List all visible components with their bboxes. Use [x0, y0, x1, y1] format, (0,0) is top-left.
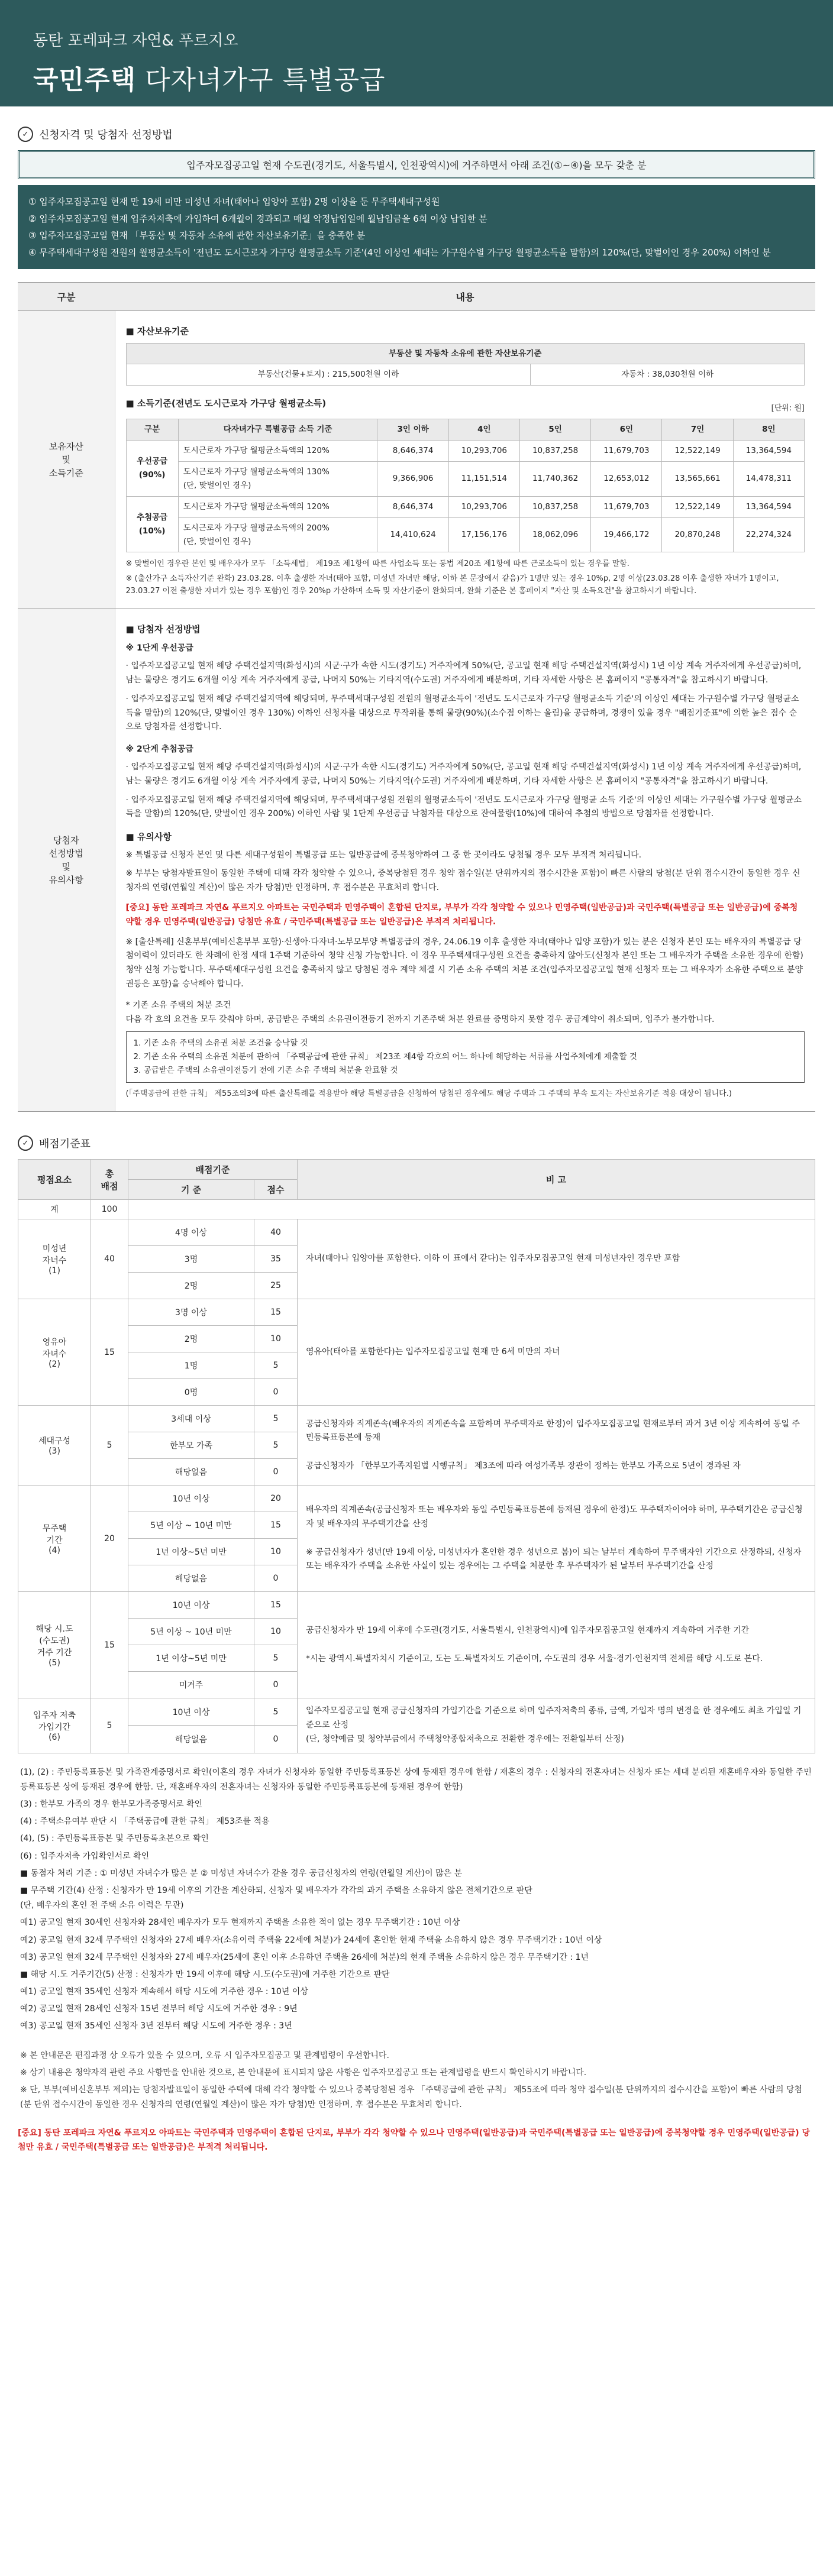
score-factor: 영유아 자녀수 (2): [18, 1299, 91, 1406]
income-value: 20,870,248: [662, 517, 733, 552]
score-basis: 10년 이상: [128, 1698, 254, 1726]
score-basis: 해당없음: [128, 1459, 254, 1486]
footnote: 예1) 공고일 현재 30세인 신청자와 28세인 배우자가 모두 현재까지 주택을 소유한 적이 없는 경우 무주택기간 : 10년 이상: [20, 1918, 460, 1928]
dispose-conditions-box: [126, 1031, 805, 1083]
score-basis: 한부모 가족: [128, 1432, 254, 1459]
score-h-total: 총 배점: [91, 1160, 128, 1200]
score-basis: 해당없음: [128, 1726, 254, 1753]
paragraph: · 입주자모집공고일 현재 해당 주택건설지역에 해당되며, 무주택세대구성원 전원의 월평균소득이 '전년도 도시근로자 가구당 월평균 소득 기준'의 이상인 세대는 가구원수별 가구당 월평균소득을 말함)의 120%(단, 맞벌이인 경우 200%) 이하인 사람 및 1단계 우선공급 낙첨자를 대상으로 잔여물량(10%)에 대하여 추첨의 방법으로 당첨자를 선정합니다.: [125, 795, 802, 819]
score-group-total: 15: [91, 1592, 128, 1698]
score-basis: 해당없음: [128, 1565, 254, 1592]
section-eligibility-title: ✓ 신청자격 및 당첨자 선정방법: [18, 127, 815, 142]
income-value: 11,679,703: [591, 440, 662, 461]
stage2-title: ※ 2단계 추첨공급: [125, 745, 193, 755]
bottom-note: ※ 본 안내문은 편집과정 상 오류가 있을 수 있으며, 오류 시 입주자모집공고 및 관계법령이 우선합니다.: [20, 2050, 389, 2060]
th-category: 구분: [18, 283, 115, 311]
income-value: 11,151,514: [448, 461, 519, 496]
asset-table: 부동산 및 자동차 소유에 관한 자산보유기준 부동산(건물+토지) : 215,500천원 이하 자동차 : 38,030천원 이하: [126, 343, 805, 386]
income-header-cell: 다자녀가구 특별공급 소득 기준: [178, 419, 377, 440]
requirement-item: ① 입주자모집공고일 현재 만 19세 미만 미성년 자녀(태아나 입양아 포함) 2명 이상을 둔 무주택세대구성원: [28, 196, 440, 207]
score-h-basis: 기 준: [128, 1180, 254, 1200]
footnote: (3) : 한부모 가족의 경우 한부모가족증명서로 확인: [20, 1800, 203, 1810]
dispose-item: 3. 공급받은 주택의 소유권이전등기 전에 기존 소유 주택의 처분을 완료할 것: [133, 1066, 398, 1076]
paragraph: · 입주자모집공고일 현재 해당 주택건설지역(화성시)의 시군·구가 속한 시도(경기도) 거주자에게 50%(단, 공고일 현재 해당 주택건설지역(화성시) 1년 이상 계속 거주자에게 우선공급)하며, 남는 물량은 경기도 6개월 이상 계속 거주자에게 공급, 나머지 50%는 기타지역(수도권) 거주자에게 배분하며, 기타 자세한 사항은 본 홈페이지 "공통자격"을 참고하시기 바랍니다.: [125, 661, 802, 685]
score-basis: 1년 이상~5년 미만: [128, 1645, 254, 1672]
score-points: 5: [254, 1698, 298, 1726]
score-total-points: 100: [91, 1200, 128, 1219]
th-content: 내용: [115, 283, 815, 311]
income-value: 17,156,176: [448, 517, 519, 552]
income-value: 12,653,012: [591, 461, 662, 496]
header-subtitle: 동탄 포레파크 자연& 푸르지오: [33, 32, 238, 50]
score-basis: 3세대 이상: [128, 1406, 254, 1432]
score-remark: 공급신청자와 직계존속(배우자의 직계존속을 포함하며 무주택자로 한정)이 입주자모집공고일 현재로부터 과거 3년 이상 계속하여 동일 주민등록표등본에 등재 공급신청자가 「한부모가족지원법 시행규칙」 제3조에 따라 여성가족부 장관이 정하는 한부모 가족으로 5년이 경과된 자: [298, 1406, 815, 1486]
income-value: 11,679,703: [591, 496, 662, 517]
score-points: 10: [254, 1619, 298, 1645]
income-value: 11,740,362: [519, 461, 590, 496]
score-factor: 미성년 자녀수 (1): [18, 1219, 91, 1299]
score-points: 0: [254, 1379, 298, 1406]
income-value: 13,565,661: [662, 461, 733, 496]
income-header-cell: 3인 이하: [377, 419, 448, 440]
score-remark: 공급신청자가 만 19세 이후에 수도권(경기도, 서울특별시, 인천광역시)에 입주자모집공고일 현재까지 계속하여 거주한 기간 *시는 광역시.특별자치시 기준이고, 도는 도.특별자치도 기준이며, 수도권의 경우 서울·경기·인천지역 전체를 해당 시.도로 본다.: [298, 1592, 815, 1698]
score-points: 0: [254, 1459, 298, 1486]
footnote: ■ 무주택 기간(4) 산정 : 신청자가 만 19세 이후의 기간을 계산하되, 신청자 및 배우자가 각각의 과거 주택을 소유하지 않은 전체기간으로 판단 (단, 배우자의 혼인 전 주택 소유 이력은 무관): [20, 1885, 532, 1911]
bottom-note: ※ 단, 부부(예비신혼부부 제외)는 당첨자발표일이 동일한 주택에 대해 각각 청약할 수 있으나 중복당첨된 경우 「주택공급에 관한 규칙」 제55조에 따라 청약 접수일(분 단위까지의 접수시간을 포함)이 빠른 사람의 당첨(분 단위 접수시간이 동일한 경우 신청자의 연령(연월일 계산)이 많은 자가 당첨)만 인정하며, 후 접수분은 무효처리 합니다.: [20, 2085, 803, 2110]
score-points: 10: [254, 1539, 298, 1565]
score-remark: 영유아(태아를 포함한다)는 입주자모집공고일 현재 만 6세 미만의 자녀: [298, 1299, 815, 1406]
score-points: 5: [254, 1432, 298, 1459]
income-header-cell: 6인: [591, 419, 662, 440]
score-points: 5: [254, 1406, 298, 1432]
score-factor: 입주자 저축 가입기간 (6): [18, 1698, 91, 1753]
eligibility-banner: 입주자모집공고일 현재 수도권(경기도, 서울특별시, 인천광역시)에 거주하면서 아래 조건(①~④)을 모두 갖춘 분: [18, 150, 815, 179]
score-basis: 3명 이상: [128, 1299, 254, 1326]
requirement-item: ③ 입주자모집공고일 현재 「부동산 및 자동차 소유에 관한 자산보유기준」을 충족한 분: [28, 230, 366, 241]
score-h-points: 점수: [254, 1180, 298, 1200]
income-value: 14,478,311: [733, 461, 804, 496]
red-notice: [중요] 동탄 포레파크 자연& 푸르지오 아파트는 국민주택과 민영주택이 혼합된 단지로, 부부가 각각 청약할 수 있으나 민영주택(일반공급)과 국민주택(특별공급 또는 일반공급)에 중복청약할 경우 민영주택(일반공급) 당첨만 유효 / 국민주택(특별공급 또는 일반공급)은 부적격 처리됩니다.: [125, 902, 798, 927]
row-selection-label: 당첨자 선정방법 및 유의사항: [18, 609, 115, 1111]
income-value: 13,364,594: [733, 440, 804, 461]
income-group: 추첨공급 (10%): [126, 496, 178, 552]
paragraph: · 입주자모집공고일 현재 해당 주택건설지역(화성시)의 시군·구가 속한 시도(경기도) 거주자에게 50%(단, 공고일 현재 해당 주택건설지역(화성시) 1년 이상 계속 거주자에게 우선공급)하며, 남는 물량은 경기도 6개월 이상 계속 거주자에게 공급, 나머지 50%는 기타지역(수도권) 거주자에게 배분하며, 기타 자세한 사항은 본 홈페이지 "공통자격"을 참고하시기 바랍니다.: [125, 762, 802, 786]
requirement-item: ② 입주자모집공고일 현재 입주자저축에 가입하여 6개월이 경과되고 매월 약정납입일에 월납입금을 6회 이상 납입한 분: [28, 213, 487, 224]
score-basis: 4명 이상: [128, 1219, 254, 1246]
page-title: [33, 59, 800, 96]
check-circle-icon: ✓: [18, 1135, 33, 1151]
score-points: 15: [254, 1512, 298, 1539]
income-value: 13,364,594: [733, 496, 804, 517]
title-rest: 다자녀가구 특별공급: [136, 65, 386, 95]
footnote: (4) : 주택소유여부 판단 시 「주택공급에 관한 규칙」 제53조를 적용: [20, 1817, 270, 1827]
dispose-tail: (「주택공급에 관한 규칙」 제55조의3에 따른 출산특례를 적용받아 해당 특별공급을 신청하여 당첨된 경우에도 해당 주택과 그 주택의 부속 토지는 자산보유기준 적용 대상이 됩니다.): [125, 1089, 732, 1099]
score-remark: 배우자의 직계존속(공급신청자 또는 배우자와 동일 주민등록표등본에 등재된 경우에 한정)도 무주택자이어야 하며, 무주택기간은 공급신청자 및 배우자의 무주택기간을 산정 ※ 공급신청자가 성년(만 19세 이상, 미성년자가 혼인한 경우 성년으로 봄)이 되는 날부터 계속하여 무주택자인 기간으로 산정하되, 신청자 또는 배우자가 주택을 소유한 사실이 있는 경우에는 그 주택을 처분한 후 무주택자가 된 날부터 무주택기간을 산정: [298, 1486, 815, 1592]
footnote: (4), (5) : 주민등록표등본 및 주민등록초본으로 확인: [20, 1834, 209, 1844]
footnote: 예1) 공고일 현재 35세인 신청자 계속해서 해당 시도에 거주한 경우 : 10년 이상: [20, 1987, 308, 1997]
score-points: 15: [254, 1299, 298, 1326]
income-table: [126, 419, 805, 553]
dispose-head: * 기존 소유 주택의 처분 조건 다음 각 호의 요건을 모두 갖춰야 하며, 공급받은 주택의 소유권이전등기 전까지 기존주택 처분 완료를 증명하지 못할 경우 공급계약이 취소되며, 입주가 불가합니다.: [125, 1000, 715, 1024]
criteria-table: [18, 282, 815, 1112]
asset-title: ■ 자산보유기준: [125, 326, 189, 336]
dispose-item: 2. 기존 소유 주택의 소유권 처분에 관하여 「주택공급에 관한 규칙」 제23조 제4항 각호의 어느 하나에 해당하는 서류를 사업주체에게 제출할 것: [133, 1052, 637, 1062]
income-group: 우선공급 (90%): [126, 440, 178, 496]
unit-label: [단위: 원]: [771, 403, 805, 413]
income-title: ■ 소득기준(전년도 도시근로자 가구당 월평균소득): [125, 398, 327, 409]
income-value: 9,366,906: [377, 461, 448, 496]
score-group-total: 5: [91, 1698, 128, 1753]
income-value: 14,410,624: [377, 517, 448, 552]
income-value: 10,293,706: [448, 440, 519, 461]
score-points: 0: [254, 1726, 298, 1753]
section-score-title: ✓ 배점기준표: [18, 1135, 815, 1151]
selection-title: ■ 당첨자 선정방법: [125, 623, 201, 635]
score-total-label: 계: [18, 1200, 91, 1219]
income-desc: 도시근로자 가구당 월평균소득액의 120%: [178, 440, 377, 461]
income-value: 10,837,258: [519, 496, 590, 517]
paragraph: ※ 특별공급 신청자 본인 및 다른 세대구성원이 특별공급 또는 일반공급에 중복청약하여 그 중 한 곳이라도 당첨될 경우 모두 부적격 처리됩니다.: [125, 850, 642, 860]
footnote: (6) : 입주자저축 가입확인서로 확인: [20, 1851, 150, 1861]
footnote: 예2) 공고일 현재 28세인 신청자 15년 전부터 해당 시도에 거주한 경우 : 9년: [20, 2004, 298, 2014]
score-basis: 5년 이상 ~ 10년 미만: [128, 1512, 254, 1539]
footnote: (1), (2) : 주민등록표등본 및 가족관계증명서로 확인(이혼의 경우 자녀가 신청자와 동일한 주민등록표등본 상에 등재된 경우에 한함 / 재혼의 경우 : 신청자의 전혼자녀는 신청자 또는 세대 분리된 재혼배우자와 동일한 주민등록표등본 상에 등재된 경우에 한함. 단, 재혼배우자의 전혼자녀는 신청자와 동일한 주민등록표등본에 등재된 경우에 한함): [20, 1767, 812, 1792]
score-basis: 미거주: [128, 1672, 254, 1698]
score-basis: 5년 이상 ~ 10년 미만: [128, 1619, 254, 1645]
score-points: 40: [254, 1219, 298, 1246]
score-table: [18, 1159, 815, 1753]
score-basis: 1년 이상~5년 미만: [128, 1539, 254, 1565]
footnote: ■ 동점자 처리 기준 : ① 미성년 자녀수가 많은 분 ② 미성년 자녀수가 같을 경우 공급신청자의 연령(연월일 계산)이 많은 분: [20, 1868, 463, 1878]
income-value: 10,293,706: [448, 496, 519, 517]
score-basis: 2명: [128, 1326, 254, 1352]
footnote: 예3) 공고일 현재 35세인 신청자 3년 전부터 해당 시도에 거주한 경우 : 3년: [20, 2021, 292, 2031]
score-points: 0: [254, 1565, 298, 1592]
score-h-factor: 평점요소: [18, 1160, 91, 1200]
score-basis: 3명: [128, 1246, 254, 1273]
score-group-total: 40: [91, 1219, 128, 1299]
score-points: 15: [254, 1592, 298, 1619]
income-note: ※ 맞벌이인 경우란 본인 및 배우자가 모두 「소득세법」 제19조 제1항에 따른 사업소득 또는 동법 제20조 제1항에 따른 근로소득이 있는 경우를 말함.: [125, 559, 629, 569]
income-desc: 도시근로자 가구당 월평균소득액의 120%: [178, 496, 377, 517]
income-value: 19,466,172: [591, 517, 662, 552]
score-remark: 입주자모집공고일 현재 공급신청자의 가입기간을 기준으로 하며 입주자저축의 종류, 금액, 가입자 명의 변경을 한 경우에도 최초 가입일 기준으로 산정 (단, 청약예금 및 청약부금에서 주택청약종합저축으로 전환한 경우에는 전환일부터 산정): [298, 1698, 815, 1753]
income-value: 18,062,096: [519, 517, 590, 552]
check-circle-icon: ✓: [18, 127, 33, 142]
income-desc: 도시근로자 가구당 월평균소득액의 130% (단, 맞벌이인 경우): [178, 461, 377, 496]
footnote: 예2) 공고일 현재 32세 무주택인 신청자와 27세 배우자(소유이력 주택을 22세에 처분)가 24세에 혼인한 현재 주택을 소유하지 않은 경우 무주택기간 : 10년 이상: [20, 1935, 602, 1945]
income-value: 12,522,149: [662, 440, 733, 461]
income-header-cell: 구분: [126, 419, 178, 440]
bottom-notes: [18, 2048, 815, 2125]
score-basis: 10년 이상: [128, 1486, 254, 1512]
score-points: 0: [254, 1672, 298, 1698]
score-points: 5: [254, 1645, 298, 1672]
score-h-criteria: 배점기준: [128, 1160, 298, 1180]
score-points: 10: [254, 1326, 298, 1352]
income-header-cell: 5인: [519, 419, 590, 440]
footnote: 예3) 공고일 현재 32세 무주택인 신청자와 27세 배우자(25세에 혼인 이후 소유하던 주택을 26세에 처분)의 현재 주택을 소유하지 않은 경우 무주택기간 : 1년: [20, 1952, 589, 1962]
requirements-box: [18, 185, 815, 269]
caution-title: ■ 유의사항: [125, 831, 172, 843]
score-points: 5: [254, 1352, 298, 1379]
page-header: [0, 0, 833, 106]
score-basis: 2명: [128, 1273, 254, 1299]
score-h-remark: 비 고: [298, 1160, 815, 1200]
row-asset-income-label: 보유자산 및 소득기준: [18, 311, 115, 609]
score-factor: 무주택 기간 (4): [18, 1486, 91, 1592]
score-group-total: 15: [91, 1299, 128, 1406]
income-desc: 도시근로자 가구당 월평균소득액의 200% (단, 맞벌이인 경우): [178, 517, 377, 552]
income-value: 12,522,149: [662, 496, 733, 517]
paragraph: · 입주자모집공고일 현재 해당 주택건설지역에 해당되며, 무주택세대구성원 전원의 월평균소득이 '전년도 도시근로자 가구당 월평균소득 기준'의 이상인 세대는 가구원수별 가구당 월평균소득을 말함)의 120%(단, 맞벌이인 경우 130%) 이하인 신청자를 대상으로 무작위를 통해 물량(90%)(소수점 이하는 올림)을 공급하며, 경쟁이 있을 경우 "배점기준표"에 의한 높은 점수 순으로 당첨자를 선정합니다.: [125, 694, 799, 732]
score-group-total: 5: [91, 1406, 128, 1486]
score-factor: 해당 시.도 (수도권) 거주 기간 (5): [18, 1592, 91, 1698]
birth-special-note: ※ [출산특례] 신혼부부(예비신혼부부 포함)·신생아·다자녀·노부모부양 특별공급의 경우, 24.06.19 이후 출생한 자녀(태아나 입양 포함)가 있는 분은 신청자 본인 또는 배우자의 특별공급 당첨이력이 있더라도 한 차례에 한정 세대 1주택 기준하여 청약 신청 가능합니다. 이 경우 무주택세대구성원 요건을 충족하지 않아도(신청자 본인 또는 그 배우자가 주택을 소유한 경우에 한함) 청약 신청 가능합니다. 무주택세대구성원 요건을 충족하지 않고 당첨된 경우 계약 체결 시 기존 소유 주택의 처분 조건(입주자모집공고일 현재 신청자 또는 그 배우자가 소유한 주택으로 분양권등은 포함)을 승낙해야 합니다.: [125, 937, 803, 989]
score-points: 25: [254, 1273, 298, 1299]
income-header-cell: 7인: [662, 419, 733, 440]
income-note: ※ (출산가구 소득자산기준 완화) 23.03.28. 이후 출생한 자녀(태아 포함, 미성년 자녀만 해당, 이하 본 문장에서 같음)가 1명만 있는 경우 10%p, 2명 이상(23.03.28 이후 출생한 자녀가 1명이고, 23.03.27 이전 출생한 자녀가 있는 경우 포함)인 경우 20%p 가산하며 소득 및 자산기준이 완화되며, 완화 기준은 본 홈페이지 "자산 및 소득요건"을 참고하시기 바랍니다.: [125, 574, 779, 596]
income-value: 10,837,258: [519, 440, 590, 461]
paragraph: ※ 부부는 당첨자발표일이 동일한 주택에 대해 각각 청약할 수 있으나, 중복당첨된 경우 청약 접수일(분 단위까지의 접수시간을 포함)이 빠른 사람의 당첨(분 단위 접수시간이 동일한 경우 신청자의 연령(연월일 계산)이 많은 자가 당첨)만 인정하며, 후 접수분은 무효처리 합니다.: [125, 869, 800, 893]
bottom-note: ※ 상기 내용은 청약자격 관련 주요 사항만을 안내한 것으로, 본 안내문에 표시되지 않은 사항은 입주자모집공고 또는 관계법령을 반드시 확인하시기 바랍니다.: [20, 2067, 587, 2077]
requirement-item: ④ 무주택세대구성원 전원의 월평균소득이 '전년도 도시근로자 가구당 월평균소득 기준'(4인 이상인 세대는 가구원수별 가구당 월평균소득을 말함)의 120%(단, 맞벌이인 경우 200%) 이하인 분: [28, 247, 771, 258]
score-remark: 자녀(태아나 입양아를 포함한다. 이하 이 표에서 같다)는 입주자모집공고일 현재 미성년자인 경우만 포함: [298, 1219, 815, 1299]
score-basis: 0명: [128, 1379, 254, 1406]
stage1-title: ※ 1단계 우선공급: [125, 643, 193, 653]
score-basis: 1명: [128, 1352, 254, 1379]
score-points: 20: [254, 1486, 298, 1512]
income-value: 8,646,374: [377, 440, 448, 461]
score-points: 35: [254, 1246, 298, 1273]
dispose-item: 1. 기존 소유 주택의 소유권 처분 조건을 승낙할 것: [133, 1038, 308, 1048]
score-group-total: 20: [91, 1486, 128, 1592]
score-basis: 10년 이상: [128, 1592, 254, 1619]
income-value: 22,274,324: [733, 517, 804, 552]
score-factor: 세대구성 (3): [18, 1406, 91, 1486]
income-value: 8,646,374: [377, 496, 448, 517]
income-header-cell: 4인: [448, 419, 519, 440]
title-main: 국민주택: [33, 65, 137, 95]
bottom-red-notice: [중요] 동탄 포레파크 자연& 푸르지오 아파트는 국민주택과 민영주택이 혼합된 단지로, 부부가 각각 청약할 수 있으나 민영주택(일반공급)과 국민주택(특별공급 또는 일반공급)에 중복청약할 경우 민영주택(일반공급) 당첨만 유효 / 국민주택(특별공급 또는 일반공급)은 부적격 처리됩니다.: [18, 2128, 811, 2153]
income-header-cell: 8인: [733, 419, 804, 440]
footnotes: [18, 1753, 815, 2046]
footnote: ■ 해당 시.도 거주기간(5) 산정 : 신청자가 만 19세 이후에 해당 시.도(수도권)에 거주한 기간으로 판단: [20, 1969, 390, 1979]
